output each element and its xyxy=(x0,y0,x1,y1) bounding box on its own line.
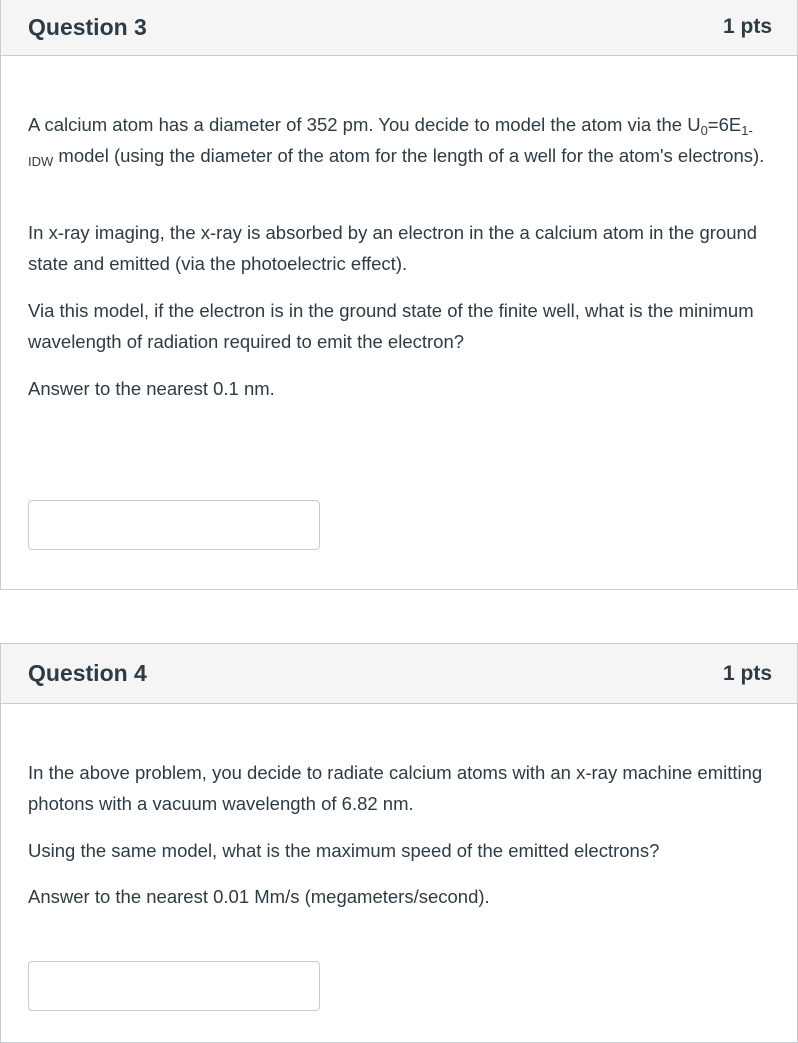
question-4-paragraph-3: Answer to the nearest 0.01 Mm/s (megameters/second). xyxy=(28,886,490,907)
question-3-header xyxy=(1,0,797,56)
question-4-answer-input[interactable] xyxy=(28,961,320,1011)
question-3-points: 1 pts xyxy=(722,15,772,38)
question-3-paragraph-3: Via this model, if the electron is in the ground state of the finite well, what is the minimum wavelength of radiation required to emit the electron? xyxy=(28,300,754,352)
question-3-title: Question 3 xyxy=(28,13,147,40)
q3-p1-subscript-1: 1-IDW xyxy=(28,123,753,169)
question-4-paragraph-1: In the above problem, you decide to radiate calcium atoms with an x-ray machine emitting photons with a vacuum wavelength of 6.82 nm. xyxy=(28,762,763,814)
q3-p1-text-c: model (using the diameter of the atom for the length of a well for the atom's electrons). xyxy=(53,145,765,166)
question-4-paragraph-2: Using the same model, what is the maximum speed of the emitted electrons? xyxy=(28,840,660,861)
question-4-header xyxy=(1,644,797,704)
q3-p1-subscript-0: 0 xyxy=(700,123,708,138)
question-4-title: Question 4 xyxy=(28,660,147,686)
question-4-card xyxy=(0,643,798,1043)
question-3-paragraph-4: Answer to the nearest 0.1 nm. xyxy=(28,378,275,399)
question-4-points: 1 pts xyxy=(722,661,772,685)
question-3-answer-input[interactable] xyxy=(28,500,320,550)
question-3-paragraph-2: In x-ray imaging, the x-ray is absorbed by an electron in the a calcium atom in the ground state and emitted (via the photoelectric effect). xyxy=(28,222,758,274)
question-3-paragraph-1 xyxy=(28,109,773,171)
q3-p1-text-a: A calcium atom has a diameter of 352 pm. You decide to model the atom via the U xyxy=(28,114,701,135)
q3-p1-text-b: =6E xyxy=(707,114,742,135)
